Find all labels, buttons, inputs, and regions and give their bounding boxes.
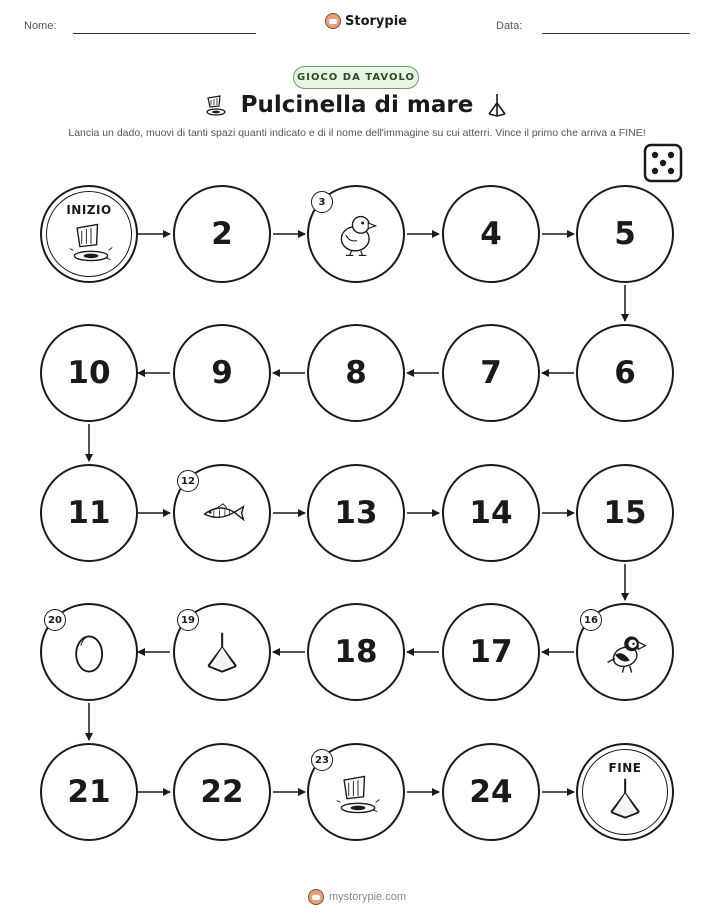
space-number: 22 bbox=[200, 774, 244, 810]
space-number-tag: 19 bbox=[177, 609, 199, 631]
date-label: Data: bbox=[496, 20, 523, 32]
space-number: 11 bbox=[67, 495, 111, 531]
board-space-24 bbox=[442, 743, 540, 841]
space-number: 17 bbox=[469, 634, 513, 670]
space-number-tag: 20 bbox=[44, 609, 66, 631]
space-number: 10 bbox=[67, 355, 111, 391]
egg-icon bbox=[66, 629, 116, 679]
brand-name: Storypie bbox=[345, 13, 407, 29]
space-number: 6 bbox=[614, 355, 636, 391]
board-space-2 bbox=[173, 185, 271, 283]
space-number: 21 bbox=[67, 774, 111, 810]
fish-icon bbox=[199, 490, 249, 540]
space-number: 18 bbox=[334, 634, 378, 670]
board-space-5 bbox=[576, 185, 674, 283]
board-space-15 bbox=[576, 464, 674, 562]
instructions: Lancia un dado, muovi di tanti spazi quanti indicato e di il nome dell'immagine su cui atterri. Vince il primo che arriva a FINE! bbox=[68, 127, 646, 139]
puffin-icon bbox=[602, 629, 652, 679]
space-number-tag: 23 bbox=[311, 749, 333, 771]
board-space-11 bbox=[40, 464, 138, 562]
board-space-22 bbox=[173, 743, 271, 841]
board-space-1 bbox=[40, 185, 138, 283]
space-number-tag: 3 bbox=[311, 191, 333, 213]
name-label: Nome: bbox=[24, 20, 57, 32]
space-number-tag: 12 bbox=[177, 470, 199, 492]
burrow-icon bbox=[333, 769, 383, 819]
space-number: 14 bbox=[469, 495, 513, 531]
board-space-25 bbox=[576, 743, 674, 841]
space-number: 24 bbox=[469, 774, 513, 810]
space-number: 5 bbox=[614, 216, 636, 252]
board-space-17 bbox=[442, 603, 540, 701]
game-type-badge: GIOCO DA TAVOLO bbox=[293, 66, 419, 89]
start-label: INIZIO bbox=[66, 203, 112, 217]
board-space-6 bbox=[576, 324, 674, 422]
space-number: 2 bbox=[211, 216, 233, 252]
storypie-logo-icon bbox=[308, 889, 324, 905]
webbed-foot-icon bbox=[602, 775, 652, 825]
board-space-7 bbox=[442, 324, 540, 422]
board-space-13 bbox=[307, 464, 405, 562]
page-title: Pulcinella di mare bbox=[240, 92, 474, 118]
space-number: 13 bbox=[334, 495, 378, 531]
board-space-10 bbox=[40, 324, 138, 422]
board-space-9 bbox=[173, 324, 271, 422]
space-number: 15 bbox=[603, 495, 647, 531]
footer-url: mystorypie.com bbox=[328, 891, 407, 903]
end-label: FINE bbox=[608, 761, 642, 775]
board-space-18 bbox=[307, 603, 405, 701]
puffling-icon bbox=[333, 211, 383, 261]
board-space-8 bbox=[307, 324, 405, 422]
space-number-tag: 16 bbox=[580, 609, 602, 631]
space-number: 8 bbox=[345, 355, 367, 391]
board-space-14 bbox=[442, 464, 540, 562]
board-space-21 bbox=[40, 743, 138, 841]
webbed-foot-icon bbox=[199, 629, 249, 679]
burrow-icon bbox=[66, 217, 116, 267]
space-number: 7 bbox=[480, 355, 502, 391]
footer bbox=[0, 889, 714, 905]
board-space-4 bbox=[442, 185, 540, 283]
space-number: 9 bbox=[211, 355, 233, 391]
space-number: 4 bbox=[480, 216, 502, 252]
